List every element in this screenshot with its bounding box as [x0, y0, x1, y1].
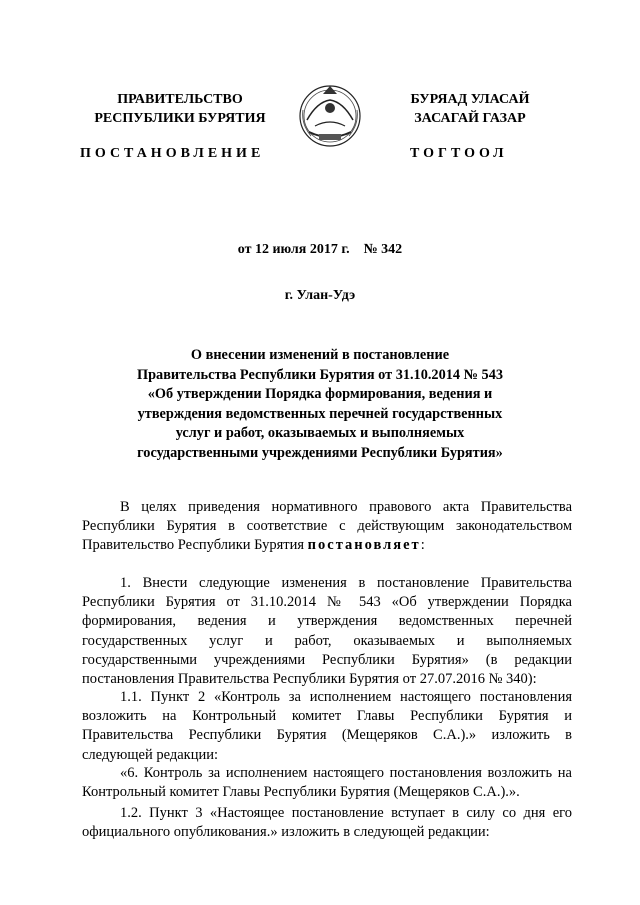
- government-name-line2: РЕСПУБЛИКИ БУРЯТИЯ: [94, 111, 266, 126]
- date-number: от 12 июля 2017 г. № 342: [237, 242, 403, 257]
- coat-of-arms-emblem: [297, 80, 363, 152]
- paragraph-6-quote: «6. Контроль за исполнением настоящего постановления возложить на Контрольный комитет Главы Республики Бурятия (Мещеряков С.А.).».: [82, 765, 572, 801]
- government-name-bua-line2: ЗАСАГАЙ ГАЗАР: [414, 111, 526, 126]
- preamble-end: :: [420, 537, 425, 554]
- preamble-paragraph: [82, 498, 572, 556]
- paragraph-1-2: 1.2. Пункт 3 «Настоящее постановление вступает в силу со дня его официального опубликования.» изложить в следующей редакции:: [82, 805, 572, 841]
- preamble-text: В целях приведения нормативного правового акта Правительства Республики Бурятия в соответствие с действующим законодательством Правительство Республики Бурятия: [82, 499, 572, 554]
- government-name-line1: ПРАВИТЕЛЬСТВО: [117, 92, 243, 107]
- title-line: «Об утверждении Порядка формирования, ведения и: [147, 386, 493, 402]
- title-line: услуг и работ, оказываемых и выполняемых: [175, 425, 465, 441]
- title-line: О внесении изменений в постановление: [190, 347, 450, 363]
- paragraph-1-1: 1.1. Пункт 2 «Контроль за исполнением настоящего постановления возложить на Контрольный комитет Главы Республики Бурятия и Правительства Республики Бурятия (Мещеряков С.А.).» изложить в следующей редакции:: [82, 689, 572, 763]
- doc-type-bua: ТОГТООЛ: [410, 146, 508, 161]
- paragraph-1: 1. Внести следующие изменения в постановление Правительства Республики Бурятия от 31.10.2014 № 543 «Об утверждении Порядка формирования, ведения и утверждения ведомственных перечней государственных услуг и работ, оказываемых и выполняемых государственными учреждениями Республики Бурятия» (в редакции постановления Правительства Республики Бурятия от 27.07.2016 № 340):: [82, 575, 572, 688]
- doc-type-ru: ПОСТАНОВЛЕНИЕ: [80, 146, 265, 161]
- government-name-ru: [80, 90, 280, 128]
- preamble-emphasis: постановляет: [307, 537, 421, 554]
- title-line: государственными учреждениями Республики Бурятия»: [137, 444, 503, 461]
- city: г. Улан-Удэ: [284, 288, 356, 303]
- title-line: утверждения ведомственных перечней государственных: [137, 405, 503, 422]
- title-line: Правительства Республики Бурятия от 31.10.2014 № 543: [136, 366, 503, 383]
- document-title: [100, 346, 540, 463]
- government-name-bua-line1: БУРЯАД УЛАСАЙ: [410, 92, 530, 107]
- government-name-bua: [375, 90, 565, 128]
